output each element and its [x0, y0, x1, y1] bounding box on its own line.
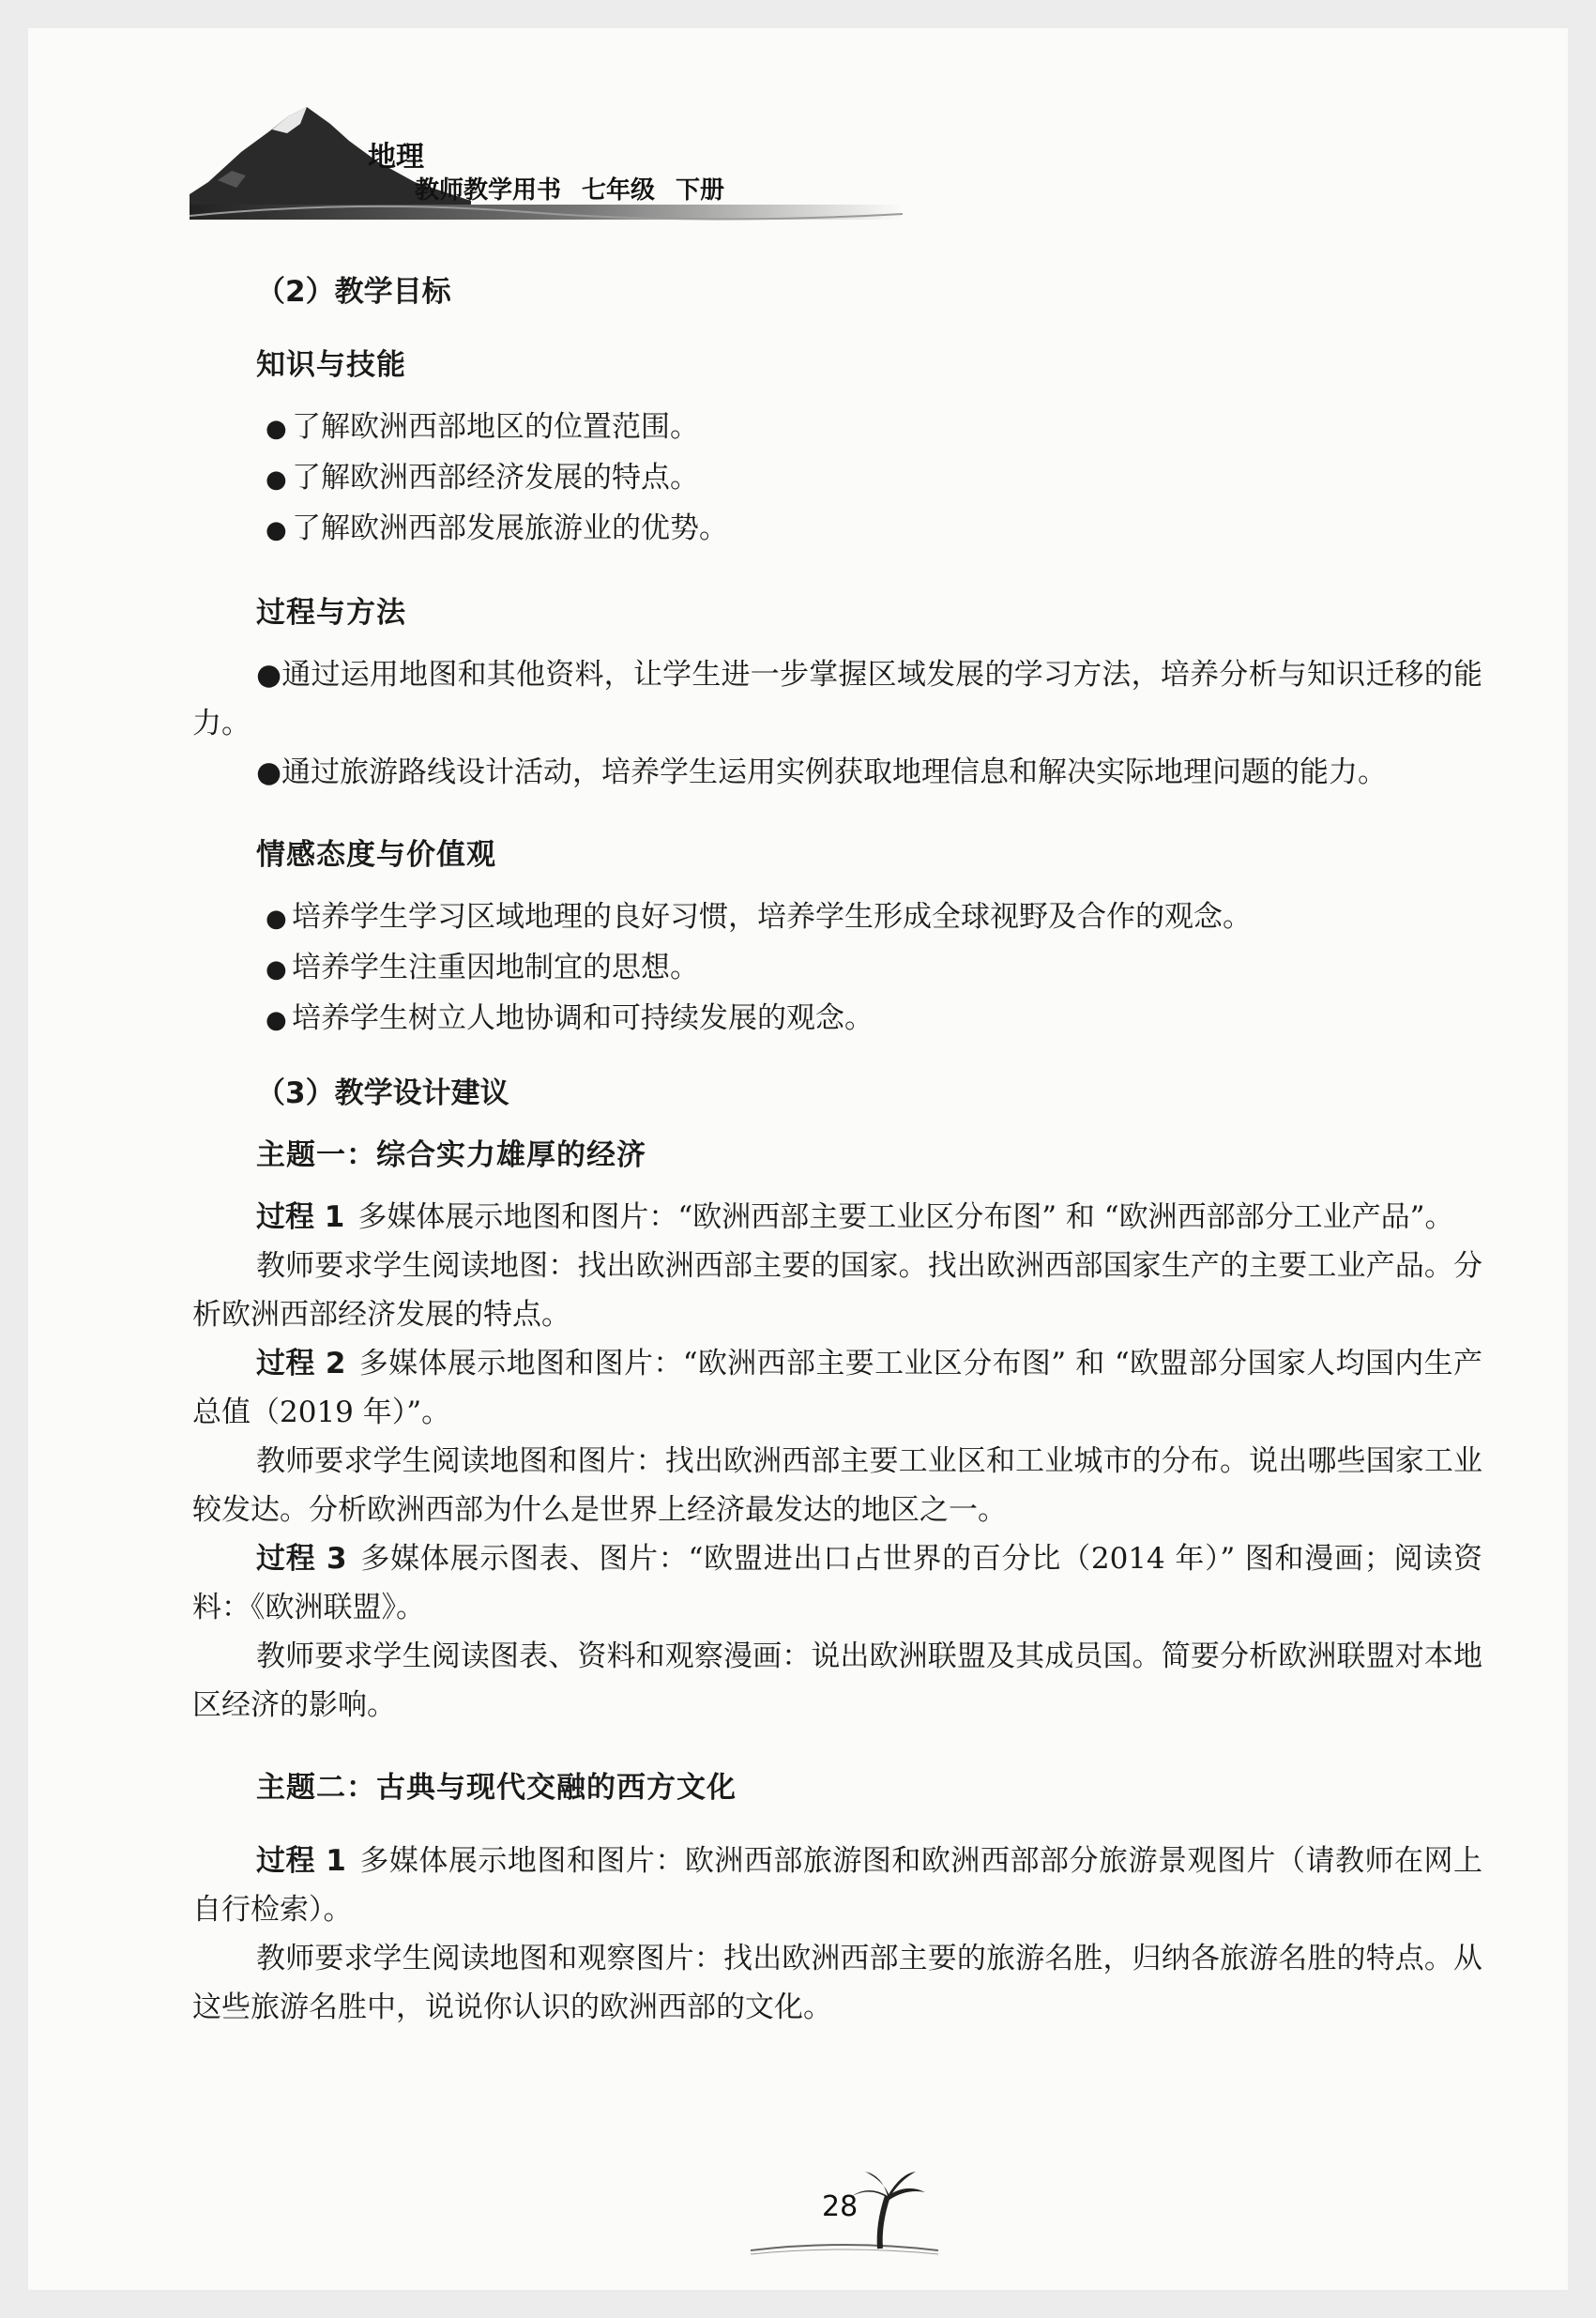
- header-volume: 下册: [676, 176, 725, 205]
- mountain-banner-icon: [190, 96, 903, 227]
- theme1-process2-teacher: 教师要求学生阅读地图和图片：找出欧洲西部主要工业区和工业城市的分布。说出哪些国家工业较发达。分析欧洲西部为什么是世界上经济最发达的地区之一。: [192, 1444, 1482, 1527]
- goals-heading: （2）教学目标: [256, 275, 451, 309]
- page-header: [190, 96, 903, 227]
- emotion-heading: 情感态度与价值观: [256, 838, 496, 872]
- header-book-name: 教师教学用书: [415, 176, 562, 205]
- page-footer: [741, 2158, 948, 2262]
- list-item: ● 培养学生树立人地协调和可持续发展的观念。: [266, 1001, 874, 1035]
- theme1-process2: 过程 2 多媒体展示地图和图片：“欧洲西部主要工业区分布图” 和 “欧盟部分国家人均国内生产总值（2019 年）”。: [192, 1347, 1482, 1429]
- theme1-process3-teacher: 教师要求学生阅读图表、资料和观察漫画：说出欧洲联盟及其成员国。简要分析欧洲联盟对本地区经济的影响。: [192, 1639, 1482, 1722]
- list-item: ● 了解欧洲西部经济发展的特点。: [266, 461, 699, 495]
- theme2-heading: 主题二：古典与现代交融的西方文化: [256, 1771, 737, 1805]
- header-subject: 地理: [368, 141, 424, 174]
- list-item: ● 培养学生注重因地制宜的思想。: [266, 951, 699, 984]
- list-item: ● 了解欧洲西部发展旅游业的优势。: [266, 511, 728, 545]
- design-heading: （3）教学设计建议: [256, 1076, 509, 1110]
- theme2-process1: 过程 1 多媒体展示地图和图片：欧洲西部旅游图和欧洲西部部分旅游景观图片（请教师在网上自行检索）。: [192, 1844, 1482, 1927]
- theme1-process3: 过程 3 多媒体展示图表、图片：“欧盟进出口占世界的百分比（2014 年）” 图和漫画；阅读资料：《欧洲联盟》。: [192, 1542, 1482, 1624]
- knowledge-heading: 知识与技能: [256, 348, 406, 382]
- list-item: ● 培养学生学习区域地理的良好习惯，培养学生形成全球视野及合作的观念。: [266, 900, 1252, 934]
- process-heading: 过程与方法: [256, 596, 406, 630]
- theme1-process1: 过程 1 多媒体展示地图和图片：“欧洲西部主要工业区分布图” 和 “欧洲西部部分工业产品”。: [256, 1200, 1454, 1234]
- page-content: [192, 267, 1482, 2032]
- theme2-process1-teacher: 教师要求学生阅读地图和观察图片：找出欧洲西部主要的旅游名胜，归纳各旅游名胜的特点。从这些旅游名胜中，说说你认识的欧洲西部的文化。: [192, 1942, 1482, 2024]
- process-item: ●通过运用地图和其他资料，让学生进一步掌握区域发展的学习方法，培养分析与知识迁移的能力。: [192, 658, 1482, 740]
- document-page: [28, 28, 1568, 2290]
- list-item: ● 了解欧洲西部地区的位置范围。: [266, 410, 699, 444]
- process-item: ●通过旅游路线设计活动，培养学生运用实例获取地理信息和解决实际地理问题的能力。: [256, 755, 1388, 789]
- header-book-title: [415, 171, 745, 206]
- header-grade: 七年级: [582, 176, 656, 205]
- page-number: 28: [822, 2190, 859, 2223]
- theme1-process1-teacher: 教师要求学生阅读地图：找出欧洲西部主要的国家。找出欧洲西部国家生产的主要工业产品。分析欧洲西部经济发展的特点。: [192, 1249, 1482, 1332]
- theme1-heading: 主题一：综合实力雄厚的经济: [256, 1138, 646, 1172]
